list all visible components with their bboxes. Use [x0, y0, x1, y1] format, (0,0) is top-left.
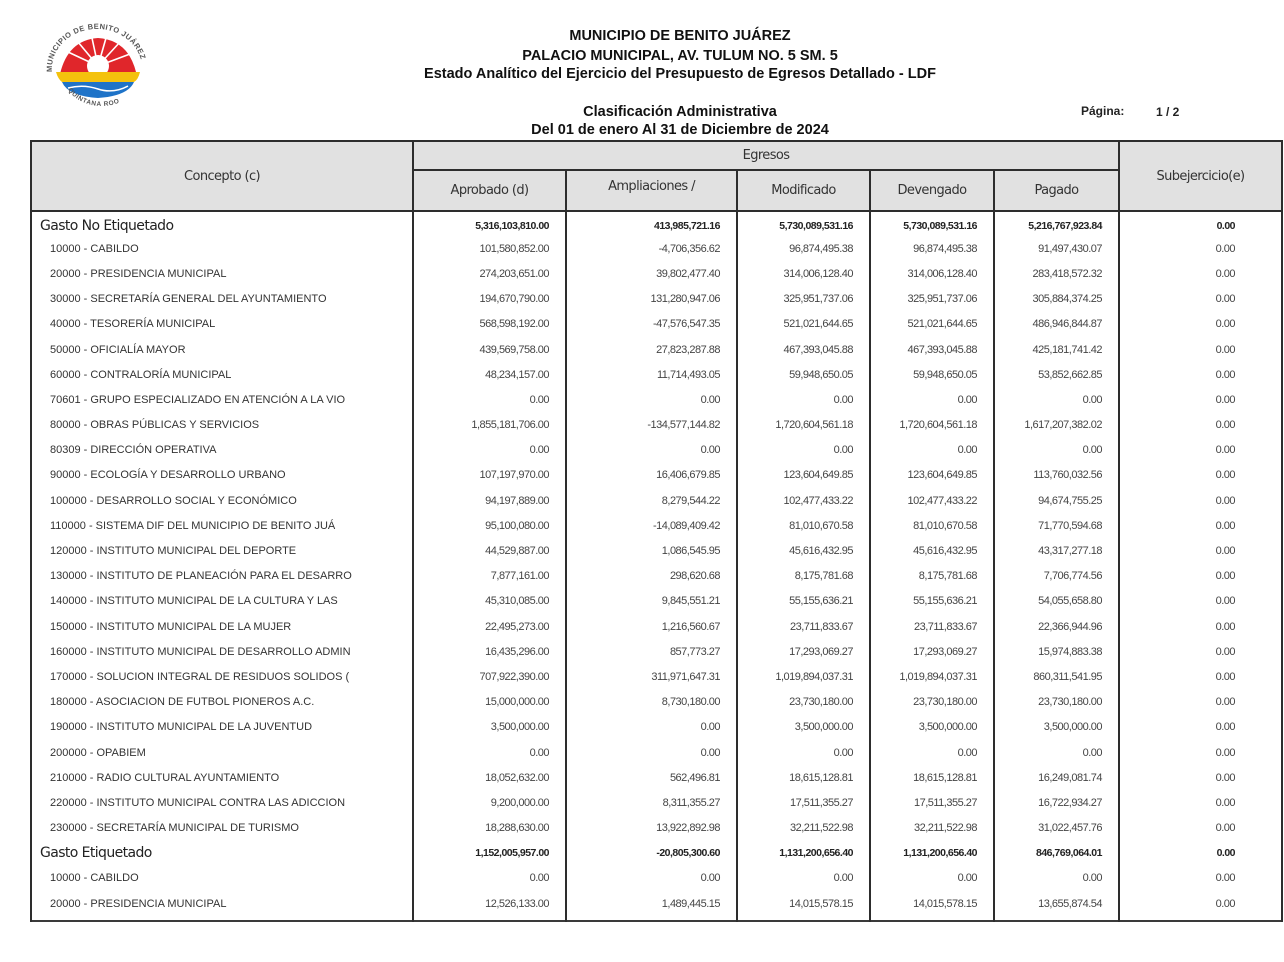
- page-number: 1 / 2: [1156, 105, 1180, 119]
- cell-concepto: 190000 - INSTITUTO MUNICIPAL DE LA JUVENTUD: [31, 715, 413, 740]
- table-row: [31, 488, 1282, 513]
- cell-aprobado: 439,569,758.00: [413, 337, 566, 362]
- cell-ampliaciones: 11,714,493.05: [566, 362, 737, 387]
- cell-concepto: 100000 - DESARROLLO SOCIAL Y ECONÓMICO: [31, 488, 413, 513]
- cell-pagado: 94,674,755.25: [994, 488, 1119, 513]
- cell-ampliaciones: 1,216,560.67: [566, 614, 737, 639]
- cell-ampliaciones: -47,576,547.35: [566, 312, 737, 337]
- cell-pagado: 486,946,844.87: [994, 312, 1119, 337]
- classification-title: Clasificación Administrativa: [583, 104, 777, 120]
- cell-devengado: 3,500,000.00: [870, 715, 994, 740]
- cell-devengado: 17,511,355.27: [870, 790, 994, 815]
- cell-modificado: 81,010,670.58: [737, 513, 870, 538]
- cell-aprobado: 101,580,852.00: [413, 236, 566, 261]
- cell-pagado: 91,497,430.07: [994, 236, 1119, 261]
- cell-pagado: 16,722,934.27: [994, 790, 1119, 815]
- cell-devengado: 45,616,432.95: [870, 538, 994, 563]
- cell-ampliaciones: 298,620.68: [566, 564, 737, 589]
- cell-ampliaciones: 413,985,721.16: [566, 211, 737, 236]
- cell-aprobado: 9,200,000.00: [413, 790, 566, 815]
- cell-pagado: 113,760,032.56: [994, 463, 1119, 488]
- table-row: [31, 639, 1282, 664]
- cell-aprobado: 15,000,000.00: [413, 690, 566, 715]
- cell-subejercicio: 0.00: [1119, 236, 1282, 261]
- group-total-row: [31, 841, 1282, 866]
- cell-ampliaciones: 0.00: [566, 438, 737, 463]
- cell-devengado: 23,711,833.67: [870, 614, 994, 639]
- cell-ampliaciones: 0.00: [566, 387, 737, 412]
- cell-aprobado: 44,529,887.00: [413, 538, 566, 563]
- cell-modificado: 123,604,649.85: [737, 463, 870, 488]
- cell-subejercicio: 0.00: [1119, 765, 1282, 790]
- table-row: [31, 513, 1282, 538]
- cell-pagado: 305,884,374.25: [994, 287, 1119, 312]
- cell-modificado: 17,293,069.27: [737, 639, 870, 664]
- cell-concepto: 110000 - SISTEMA DIF DEL MUNICIPIO DE BENITO JUÁ: [31, 513, 413, 538]
- cell-modificado: 0.00: [737, 438, 870, 463]
- cell-subejercicio: 0.00: [1119, 715, 1282, 740]
- cell-devengado: 0.00: [870, 740, 994, 765]
- cell-concepto: 60000 - CONTRALORÍA MUNICIPAL: [31, 362, 413, 387]
- cell-modificado: 1,720,604,561.18: [737, 413, 870, 438]
- table-row: [31, 337, 1282, 362]
- table-row: [31, 312, 1282, 337]
- cell-concepto: 10000 - CABILDO: [31, 236, 413, 261]
- column-header-pagado: Pagado: [994, 170, 1119, 211]
- cell-devengado: 55,155,636.21: [870, 589, 994, 614]
- cell-aprobado: 16,435,296.00: [413, 639, 566, 664]
- cell-modificado: 3,500,000.00: [737, 715, 870, 740]
- page-label: Página:: [1081, 104, 1125, 118]
- cell-modificado: 45,616,432.95: [737, 538, 870, 563]
- cell-aprobado: 274,203,651.00: [413, 261, 566, 286]
- cell-concepto: Gasto Etiquetado: [31, 841, 413, 866]
- cell-devengado: 96,874,495.38: [870, 236, 994, 261]
- cell-modificado: 0.00: [737, 387, 870, 412]
- cell-ampliaciones: 0.00: [566, 715, 737, 740]
- table-row: [31, 816, 1282, 841]
- cell-devengado: 8,175,781.68: [870, 564, 994, 589]
- cell-aprobado: 1,855,181,706.00: [413, 413, 566, 438]
- cell-devengado: 5,730,089,531.16: [870, 211, 994, 236]
- cell-aprobado: 5,316,103,810.00: [413, 211, 566, 236]
- table-row: [31, 740, 1282, 765]
- cell-concepto: Gasto No Etiquetado: [31, 211, 413, 236]
- cell-aprobado: 95,100,080.00: [413, 513, 566, 538]
- cell-modificado: 521,021,644.65: [737, 312, 870, 337]
- cell-modificado: 314,006,128.40: [737, 261, 870, 286]
- cell-pagado: 23,730,180.00: [994, 690, 1119, 715]
- cell-devengado: 18,615,128.81: [870, 765, 994, 790]
- table-row: [31, 564, 1282, 589]
- cell-aprobado: 107,197,970.00: [413, 463, 566, 488]
- cell-pagado: 53,852,662.85: [994, 362, 1119, 387]
- cell-ampliaciones: 16,406,679.85: [566, 463, 737, 488]
- cell-pagado: 846,769,064.01: [994, 841, 1119, 866]
- table-row: [31, 413, 1282, 438]
- cell-aprobado: 0.00: [413, 866, 566, 891]
- cell-subejercicio: 0.00: [1119, 866, 1282, 891]
- cell-subejercicio: 0.00: [1119, 438, 1282, 463]
- cell-ampliaciones: 1,086,545.95: [566, 538, 737, 563]
- cell-ampliaciones: 13,922,892.98: [566, 816, 737, 841]
- cell-subejercicio: 0.00: [1119, 589, 1282, 614]
- cell-pagado: 283,418,572.32: [994, 261, 1119, 286]
- cell-ampliaciones: 9,845,551.21: [566, 589, 737, 614]
- cell-subejercicio: 0.00: [1119, 413, 1282, 438]
- logo-bottom-text: QUINTANA ROO: [66, 86, 121, 108]
- cell-devengado: 17,293,069.27: [870, 639, 994, 664]
- cell-concepto: 20000 - PRESIDENCIA MUNICIPAL: [31, 261, 413, 286]
- cell-devengado: 59,948,650.05: [870, 362, 994, 387]
- table-row: [31, 538, 1282, 563]
- cell-subejercicio: 0.00: [1119, 690, 1282, 715]
- table-row: [31, 261, 1282, 286]
- cell-modificado: 32,211,522.98: [737, 816, 870, 841]
- cell-modificado: 1,019,894,037.31: [737, 664, 870, 689]
- column-header-concepto: Concepto (c): [31, 141, 413, 211]
- cell-subejercicio: 0.00: [1119, 211, 1282, 236]
- cell-ampliaciones: 0.00: [566, 866, 737, 891]
- table-row: [31, 715, 1282, 740]
- cell-aprobado: 7,877,161.00: [413, 564, 566, 589]
- table-row: [31, 614, 1282, 639]
- cell-devengado: 0.00: [870, 387, 994, 412]
- cell-concepto: 80309 - DIRECCIÓN OPERATIVA: [31, 438, 413, 463]
- cell-modificado: 96,874,495.38: [737, 236, 870, 261]
- cell-modificado: 23,730,180.00: [737, 690, 870, 715]
- column-header-ampliaciones: Ampliaciones /: [566, 170, 737, 211]
- table-row: [31, 765, 1282, 790]
- address: PALACIO MUNICIPAL, AV. TULUM NO. 5 SM. 5: [522, 48, 838, 64]
- cell-pagado: 0.00: [994, 387, 1119, 412]
- cell-ampliaciones: 8,279,544.22: [566, 488, 737, 513]
- cell-modificado: 55,155,636.21: [737, 589, 870, 614]
- cell-devengado: 467,393,045.88: [870, 337, 994, 362]
- cell-ampliaciones: -20,805,300.60: [566, 841, 737, 866]
- table-row: [31, 362, 1282, 387]
- cell-concepto: 220000 - INSTITUTO MUNICIPAL CONTRA LAS ADICCION: [31, 790, 413, 815]
- table-row: [31, 866, 1282, 891]
- cell-devengado: 0.00: [870, 866, 994, 891]
- cell-pagado: 0.00: [994, 866, 1119, 891]
- cell-concepto: 10000 - CABILDO: [31, 866, 413, 891]
- cell-concepto: 130000 - INSTITUTO DE PLANEACIÓN PARA EL DESARRO: [31, 564, 413, 589]
- municipality-name: MUNICIPIO DE BENITO JUÁREZ: [569, 28, 791, 44]
- cell-ampliaciones: 562,496.81: [566, 765, 737, 790]
- table-row: [31, 790, 1282, 815]
- cell-aprobado: 568,598,192.00: [413, 312, 566, 337]
- cell-modificado: 1,131,200,656.40: [737, 841, 870, 866]
- cell-subejercicio: 0.00: [1119, 488, 1282, 513]
- column-header-modificado: Modificado: [737, 170, 870, 211]
- cell-devengado: 1,019,894,037.31: [870, 664, 994, 689]
- cell-modificado: 0.00: [737, 866, 870, 891]
- cell-subejercicio: 0.00: [1119, 891, 1282, 921]
- cell-subejercicio: 0.00: [1119, 664, 1282, 689]
- cell-aprobado: 94,197,889.00: [413, 488, 566, 513]
- cell-concepto: 70601 - GRUPO ESPECIALIZADO EN ATENCIÓN A LA VIO: [31, 387, 413, 412]
- cell-subejercicio: 0.00: [1119, 261, 1282, 286]
- date-range: Del 01 de enero Al 31 de Diciembre de 2024: [531, 122, 829, 138]
- cell-aprobado: 18,052,632.00: [413, 765, 566, 790]
- cell-devengado: 1,131,200,656.40: [870, 841, 994, 866]
- cell-pagado: 0.00: [994, 740, 1119, 765]
- cell-subejercicio: 0.00: [1119, 816, 1282, 841]
- cell-concepto: 80000 - OBRAS PÚBLICAS Y SERVICIOS: [31, 413, 413, 438]
- cell-modificado: 59,948,650.05: [737, 362, 870, 387]
- cell-concepto: 40000 - TESORERÍA MUNICIPAL: [31, 312, 413, 337]
- cell-devengado: 23,730,180.00: [870, 690, 994, 715]
- column-header-devengado: Devengado: [870, 170, 994, 211]
- cell-modificado: 23,711,833.67: [737, 614, 870, 639]
- logo-top-text: MUNICIPIO DE BENITO JUÁREZ: [44, 22, 148, 73]
- cell-concepto: 150000 - INSTITUTO MUNICIPAL DE LA MUJER: [31, 614, 413, 639]
- cell-ampliaciones: 0.00: [566, 740, 737, 765]
- cell-concepto: 140000 - INSTITUTO MUNICIPAL DE LA CULTURA Y LAS: [31, 589, 413, 614]
- column-header-aprobado: Aprobado (d): [413, 170, 566, 211]
- cell-ampliaciones: -14,089,409.42: [566, 513, 737, 538]
- cell-ampliaciones: -134,577,144.82: [566, 413, 737, 438]
- cell-aprobado: 0.00: [413, 438, 566, 463]
- cell-concepto: 210000 - RADIO CULTURAL AYUNTAMIENTO: [31, 765, 413, 790]
- cell-pagado: 5,216,767,923.84: [994, 211, 1119, 236]
- cell-aprobado: 0.00: [413, 387, 566, 412]
- cell-concepto: 120000 - INSTITUTO MUNICIPAL DEL DEPORTE: [31, 538, 413, 563]
- cell-modificado: 17,511,355.27: [737, 790, 870, 815]
- cell-ampliaciones: 39,802,477.40: [566, 261, 737, 286]
- table-row: [31, 438, 1282, 463]
- cell-devengado: 0.00: [870, 438, 994, 463]
- table-row: [31, 690, 1282, 715]
- cell-subejercicio: 0.00: [1119, 740, 1282, 765]
- cell-ampliaciones: 857,773.27: [566, 639, 737, 664]
- group-total-row: [31, 211, 1282, 236]
- cell-concepto: 30000 - SECRETARÍA GENERAL DEL AYUNTAMIENTO: [31, 287, 413, 312]
- cell-subejercicio: 0.00: [1119, 312, 1282, 337]
- cell-devengado: 314,006,128.40: [870, 261, 994, 286]
- cell-modificado: 0.00: [737, 740, 870, 765]
- cell-concepto: 50000 - OFICIALÍA MAYOR: [31, 337, 413, 362]
- cell-pagado: 7,706,774.56: [994, 564, 1119, 589]
- cell-subejercicio: 0.00: [1119, 337, 1282, 362]
- cell-devengado: 1,720,604,561.18: [870, 413, 994, 438]
- cell-pagado: 13,655,874.54: [994, 891, 1119, 921]
- table-row: [31, 589, 1282, 614]
- cell-subejercicio: 0.00: [1119, 564, 1282, 589]
- cell-ampliaciones: 131,280,947.06: [566, 287, 737, 312]
- cell-ampliaciones: 8,730,180.00: [566, 690, 737, 715]
- cell-pagado: 15,974,883.38: [994, 639, 1119, 664]
- cell-ampliaciones: 8,311,355.27: [566, 790, 737, 815]
- cell-aprobado: 3,500,000.00: [413, 715, 566, 740]
- cell-pagado: 22,366,944.96: [994, 614, 1119, 639]
- cell-modificado: 8,175,781.68: [737, 564, 870, 589]
- cell-pagado: 54,055,658.80: [994, 589, 1119, 614]
- table-row: [31, 664, 1282, 689]
- cell-pagado: 0.00: [994, 438, 1119, 463]
- cell-subejercicio: 0.00: [1119, 614, 1282, 639]
- cell-aprobado: 0.00: [413, 740, 566, 765]
- cell-aprobado: 48,234,157.00: [413, 362, 566, 387]
- cell-concepto: 230000 - SECRETARÍA MUNICIPAL DE TURISMO: [31, 816, 413, 841]
- cell-devengado: 123,604,649.85: [870, 463, 994, 488]
- cell-ampliaciones: 311,971,647.31: [566, 664, 737, 689]
- cell-subejercicio: 0.00: [1119, 639, 1282, 664]
- cell-ampliaciones: -4,706,356.62: [566, 236, 737, 261]
- table-row: [31, 463, 1282, 488]
- report-title: Estado Analítico del Ejercicio del Presupuesto de Egresos Detallado - LDF: [424, 66, 936, 82]
- cell-subejercicio: 0.00: [1119, 538, 1282, 563]
- cell-pagado: 43,317,277.18: [994, 538, 1119, 563]
- cell-modificado: 14,015,578.15: [737, 891, 870, 921]
- column-group-egresos: Egresos: [413, 141, 1119, 170]
- cell-concepto: 200000 - OPABIEM: [31, 740, 413, 765]
- table-row: [31, 891, 1282, 921]
- cell-aprobado: 1,152,005,957.00: [413, 841, 566, 866]
- cell-devengado: 81,010,670.58: [870, 513, 994, 538]
- cell-subejercicio: 0.00: [1119, 790, 1282, 815]
- cell-pagado: 31,022,457.76: [994, 816, 1119, 841]
- cell-concepto: 20000 - PRESIDENCIA MUNICIPAL: [31, 891, 413, 921]
- cell-aprobado: 707,922,390.00: [413, 664, 566, 689]
- cell-subejercicio: 0.00: [1119, 287, 1282, 312]
- cell-pagado: 860,311,541.95: [994, 664, 1119, 689]
- cell-modificado: 325,951,737.06: [737, 287, 870, 312]
- cell-subejercicio: 0.00: [1119, 841, 1282, 866]
- table-row: [31, 387, 1282, 412]
- cell-devengado: 521,021,644.65: [870, 312, 994, 337]
- cell-aprobado: 22,495,273.00: [413, 614, 566, 639]
- cell-modificado: 5,730,089,531.16: [737, 211, 870, 236]
- cell-modificado: 18,615,128.81: [737, 765, 870, 790]
- budget-table: [30, 140, 1283, 922]
- cell-aprobado: 18,288,630.00: [413, 816, 566, 841]
- cell-devengado: 102,477,433.22: [870, 488, 994, 513]
- cell-devengado: 14,015,578.15: [870, 891, 994, 921]
- cell-pagado: 425,181,741.42: [994, 337, 1119, 362]
- cell-pagado: 1,617,207,382.02: [994, 413, 1119, 438]
- cell-aprobado: 12,526,133.00: [413, 891, 566, 921]
- cell-aprobado: 45,310,085.00: [413, 589, 566, 614]
- cell-pagado: 16,249,081.74: [994, 765, 1119, 790]
- cell-subejercicio: 0.00: [1119, 362, 1282, 387]
- table-row: [31, 236, 1282, 261]
- cell-subejercicio: 0.00: [1119, 463, 1282, 488]
- cell-ampliaciones: 27,823,287.88: [566, 337, 737, 362]
- table-body: [31, 211, 1282, 921]
- table-row: [31, 287, 1282, 312]
- cell-subejercicio: 0.00: [1119, 513, 1282, 538]
- cell-pagado: 71,770,594.68: [994, 513, 1119, 538]
- cell-devengado: 32,211,522.98: [870, 816, 994, 841]
- cell-concepto: 180000 - ASOCIACION DE FUTBOL PIONEROS A.C.: [31, 690, 413, 715]
- cell-modificado: 102,477,433.22: [737, 488, 870, 513]
- cell-subejercicio: 0.00: [1119, 387, 1282, 412]
- cell-concepto: 160000 - INSTITUTO MUNICIPAL DE DESARROLLO ADMIN: [31, 639, 413, 664]
- column-header-subejercicio: Subejercicio(e): [1119, 141, 1282, 211]
- cell-pagado: 3,500,000.00: [994, 715, 1119, 740]
- cell-modificado: 467,393,045.88: [737, 337, 870, 362]
- cell-ampliaciones: 1,489,445.15: [566, 891, 737, 921]
- cell-concepto: 170000 - SOLUCION INTEGRAL DE RESIDUOS SOLIDOS (: [31, 664, 413, 689]
- cell-concepto: 90000 - ECOLOGÍA Y DESARROLLO URBANO: [31, 463, 413, 488]
- cell-devengado: 325,951,737.06: [870, 287, 994, 312]
- cell-aprobado: 194,670,790.00: [413, 287, 566, 312]
